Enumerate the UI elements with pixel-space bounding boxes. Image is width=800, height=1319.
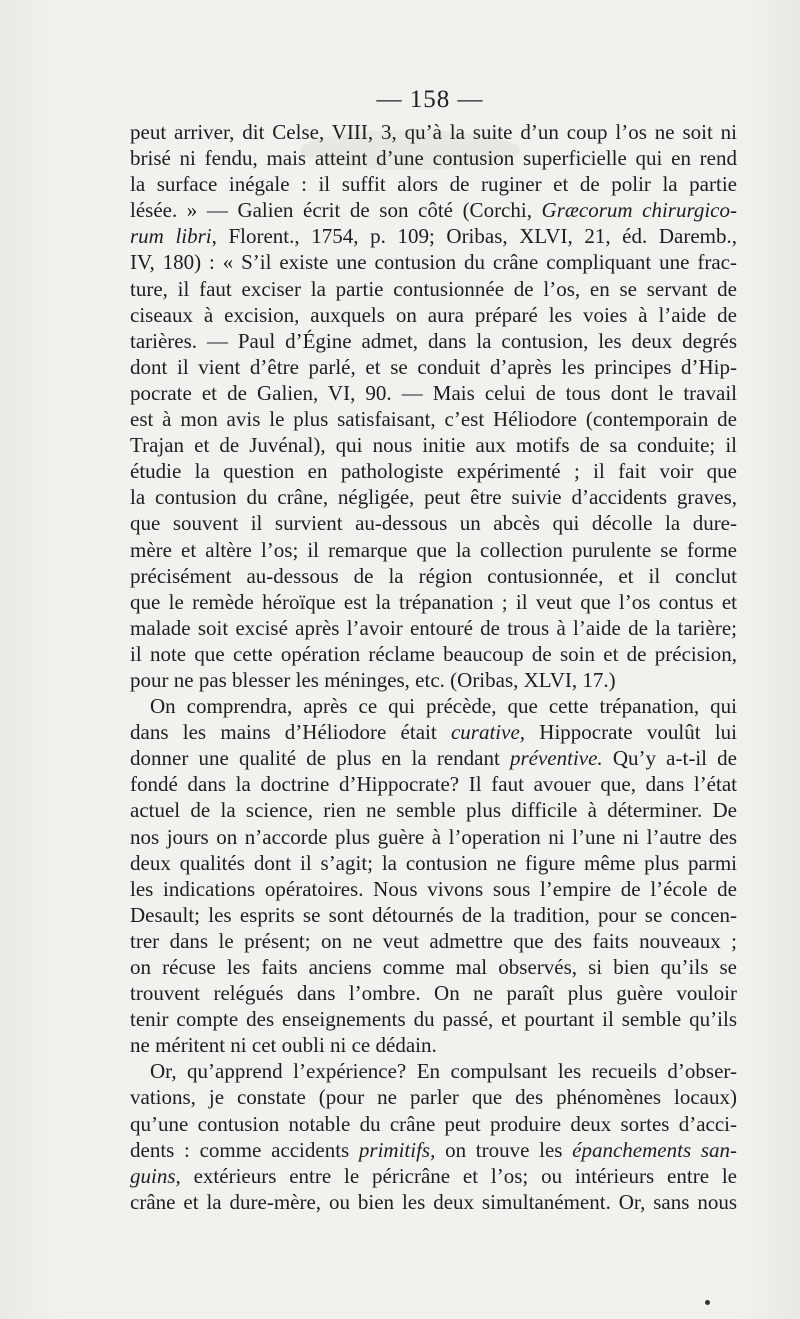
text-line xyxy=(130,745,737,771)
text-line: Or, qu’apprend l’expérience? En compulsant les recueils d’obser- xyxy=(150,1059,737,1084)
text-line: la surface inégale : il suffit alors de ruginer et de polir la partie xyxy=(130,172,737,197)
text-line: Desault; les esprits se sont détournés de la tradition, pour se concen- xyxy=(130,902,737,927)
text-line: fondé dans la doctrine d’Hippocrate? Il faut avouer que, dans l’état xyxy=(130,772,737,797)
text-line: deux qualités dont il s’agit; la contusion ne figure même plus parmi xyxy=(130,850,737,875)
text-line: mère et altère l’os; il remarque que la collection purulente se forme xyxy=(130,537,737,562)
text-line: il note que cette opération réclame beaucoup de soin et de précision, xyxy=(130,641,737,666)
text-line: On comprendra, après ce qui précède, que cette trépanation, qui xyxy=(150,694,737,719)
text-line xyxy=(130,1163,737,1189)
text-segment: , Florent., 1754, p. 109; Oribas, XLVI, 21, éd. Daremb., xyxy=(211,224,737,249)
text-line: est à mon avis le plus satisfaisant, c’est Héliodore (contemporain de xyxy=(130,407,737,432)
italic-text: épanchements san- xyxy=(572,1137,737,1162)
text-line: malade soit excisé après l’avoir entouré de trous à l’aide de la tarière; xyxy=(130,615,737,640)
text-segment: lésée. » — Galien écrit de son côté (Corchi, xyxy=(130,198,542,223)
italic-text: primitifs, xyxy=(358,1137,436,1162)
text-line: pocrate et de Galien, VI, 90. — Mais celui de tous dont le travail xyxy=(130,380,737,405)
text-segment: donner une qualité de plus en la rendant xyxy=(130,746,510,771)
text-line: actuel de la science, rien ne semble plus difficile à déterminer. De xyxy=(130,798,737,823)
text-line: tenir compte des enseignements du passé, et pourtant il semble qu’ils xyxy=(130,1007,737,1032)
text-line: on récuse les faits anciens comme mal observés, si bien qu’ils se xyxy=(130,955,737,979)
text-line: la contusion du crâne, négligée, peut être suivie d’accidents graves, xyxy=(130,485,737,510)
text-line: que souvent il survient au-dessous un abcès qui décolle la dure- xyxy=(130,511,737,536)
text-line: ne méritent ni cet oubli ni ce dédain. xyxy=(130,1033,437,1058)
body-text xyxy=(130,119,737,1215)
text-line: trouvent relégués dans l’ombre. On ne paraît plus guère vouloir xyxy=(130,981,737,1006)
text-segment: Qu’y a-t-il de xyxy=(602,746,737,771)
italic-text: Græcorum chirurgico- xyxy=(541,198,737,223)
text-line: étudie la question en pathologiste expérimenté ; il fait voir que xyxy=(130,459,737,484)
text-segment: dents : comme accidents xyxy=(130,1137,359,1162)
text-line: pour ne pas blesser les méninges, etc. (Oribas, XLVI, 17.) xyxy=(130,667,616,692)
italic-text: préventive. xyxy=(509,746,603,771)
text-line: crâne et la dure-mère, ou bien les deux simultanément. Or, sans nous xyxy=(130,1189,737,1214)
text-line xyxy=(130,719,737,745)
text-line: IV, 180) : « S’il existe une contusion du crâne compliquant une frac- xyxy=(130,250,737,275)
italic-text: curative, xyxy=(450,720,526,745)
text-line: précisément au-dessous de la région contusionnée, et il conclut xyxy=(130,563,737,588)
text-line xyxy=(130,197,737,223)
text-line xyxy=(130,223,737,249)
text-line: trer dans le présent; on ne veut admettre que des faits nouveaux ; xyxy=(130,928,737,953)
text-segment: dans les mains d’Héliodore était xyxy=(130,720,451,745)
text-line: que le remède héroïque est la trépanation ; il veut que l’os contus et xyxy=(130,589,737,614)
ink-speck xyxy=(705,1300,710,1305)
text-line: Trajan et de Juvénal), qui nous initie aux motifs de sa conduite; il xyxy=(130,433,737,458)
text-line: nos jours on n’accorde plus guère à l’operation ni l’une ni l’autre des xyxy=(130,824,737,849)
text-line xyxy=(130,1137,737,1163)
text-line: tarières. — Paul d’Égine admet, dans la contusion, les deux degrés xyxy=(130,328,737,353)
page-number: — 158 — xyxy=(376,86,484,113)
text-line: dont il vient d’être parlé, et se conduit d’après les principes d’Hip- xyxy=(130,354,737,379)
text-segment: extérieurs entre le péricrâne et l’os; ou intérieurs entre le xyxy=(180,1163,737,1188)
text-line: peut arriver, dit Celse, VIII, 3, qu’à la suite d’un coup l’os ne soit ni xyxy=(130,120,737,144)
italic-text: guins, xyxy=(130,1163,181,1188)
text-line: les indications opératoires. Nous vivons sous l’empire de l’école de xyxy=(130,876,737,901)
text-line: ture, il faut exciser la partie contusionnée de l’os, en se servant de xyxy=(130,276,737,301)
text-line: brisé ni fendu, mais atteint d’une contusion superficielle qui en rend xyxy=(130,146,737,171)
text-segment: on trouve les xyxy=(435,1137,573,1162)
text-line: ciseaux à excision, auxquels on aura préparé les voies à l’aide de xyxy=(130,302,737,327)
text-line: vations, je constate (pour ne parler que des phénomènes locaux) xyxy=(130,1085,737,1110)
text-segment: Hippocrate voulût lui xyxy=(525,720,737,745)
italic-text: rum libri xyxy=(130,224,212,249)
text-line: qu’une contusion notable du crâne peut produire deux sortes d’acci- xyxy=(130,1111,737,1136)
